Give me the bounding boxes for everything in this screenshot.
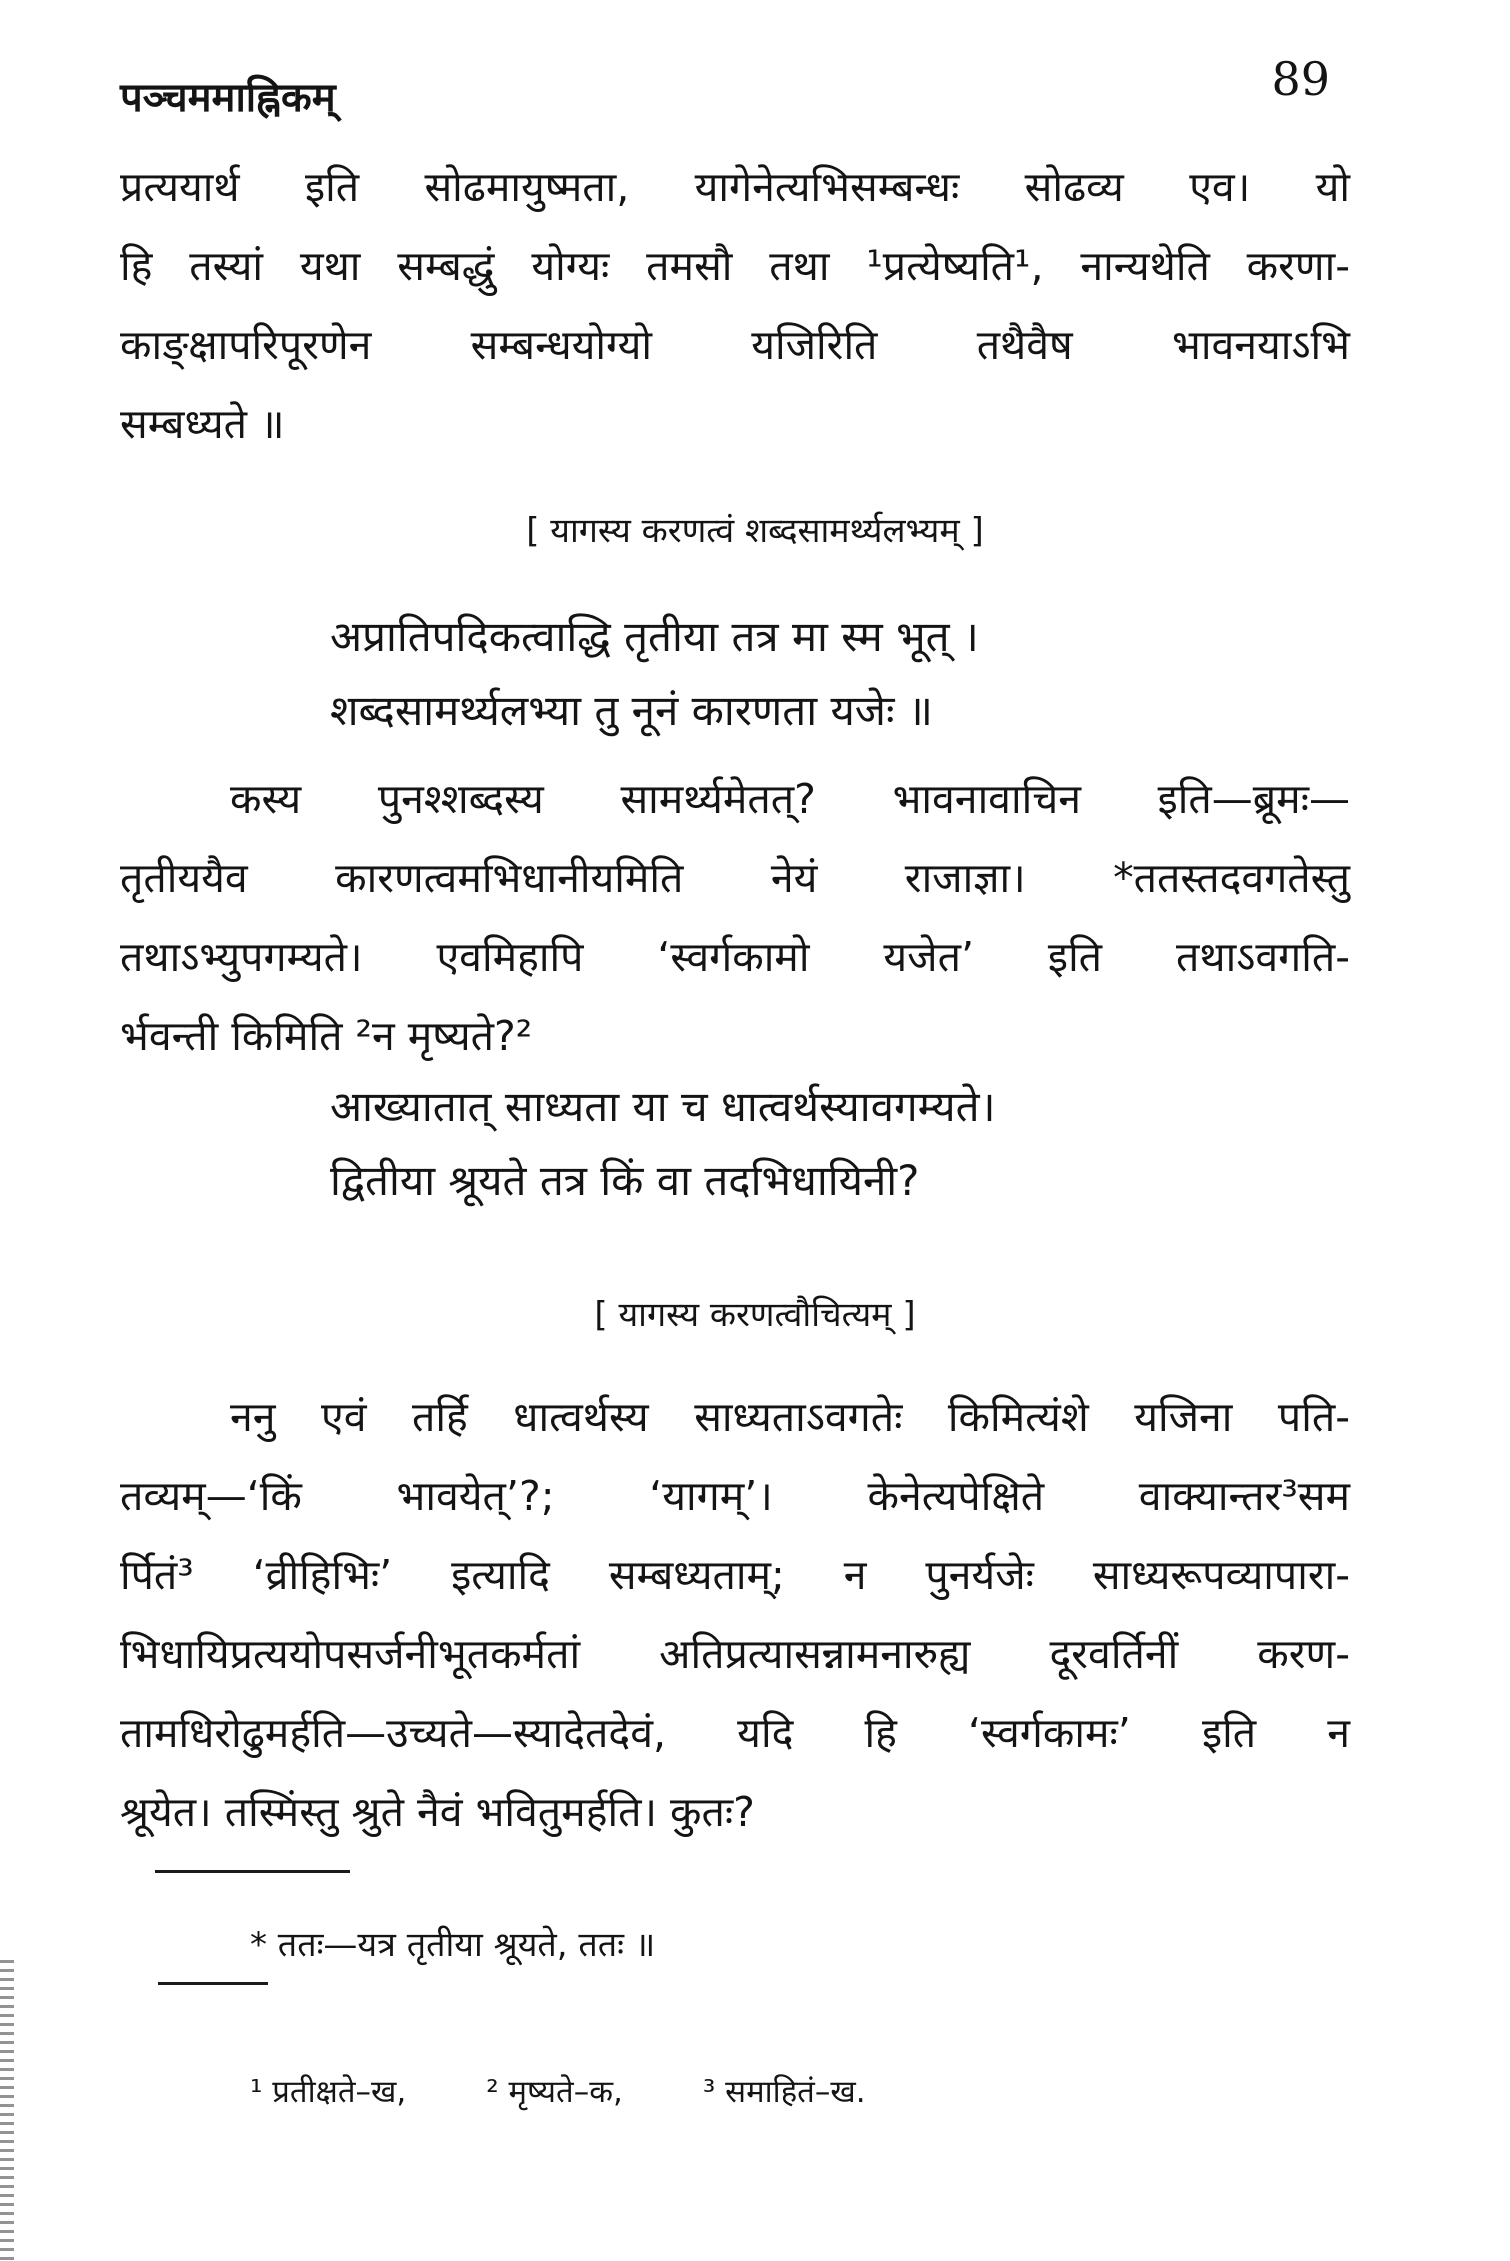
text-line: तृतीययैव कारणत्वमभिधानीयमिति नेयं राजाज्ञा। *ततस्तदवगतेस्तु [120, 854, 1350, 902]
text-line: तथाऽभ्युपगम्यते। एवमिहापि ‘स्वर्गकामो यजेत’ इति तथाऽवगति- [120, 933, 1350, 981]
section-heading-1: [ यागस्य करणत्वं शब्दसामर्थ्यलभ्यम् ] [526, 511, 984, 551]
text-line: ननु एवं तर्हि धात्वर्थस्य साध्यताऽवगतेः किमित्यंशे यजिना पति- [230, 1393, 1350, 1441]
text-line: श्रूयेत। तस्मिंस्तु श्रुते नैवं भवितुमर्हति। कुतः? [120, 1788, 755, 1836]
page-header [120, 52, 1330, 132]
verse-1 [330, 600, 979, 748]
footnote-star: * ततः—यत्र तृतीया श्रूयते, ततः ॥ [250, 1925, 656, 1965]
text-line: कस्य पुनश्शब्दस्य सामर्थ्यमेतत्? भावनावाचिन इति—ब्रूमः— [230, 775, 1350, 823]
running-head: पञ्चममाह्निकम् [120, 75, 336, 121]
verse-line: शब्दसामर्थ्यलभ्या तु नूनं कारणता यजेः ॥ [330, 686, 933, 735]
footnote-item: ³ समाहितं–ख. [702, 2074, 866, 2110]
text-line: सम्बध्यते ॥ [120, 400, 285, 448]
text-line: र्पितं³ ‘व्रीहिभिः’ इत्यादि सम्बध्यताम्; न पुनर्यजेः साध्यरूपव्यापारा- [120, 1551, 1350, 1599]
page-number: 89 [1271, 52, 1330, 106]
footnote-list [250, 2070, 866, 2112]
text-line: प्रत्ययार्थ इति सोढमायुष्मता, यागेनेत्यभिसम्बन्धः सोढव्य एव। यो [120, 163, 1350, 211]
verse-2 [330, 1070, 996, 1218]
text-line: हि तस्यां यथा सम्बद्धुं योग्यः तमसौ तथा ¹प्रत्येष्यति¹, नान्यथेति करणा- [120, 242, 1350, 290]
verse-line: आख्यातात् साध्यता या च धात्वर्थस्यावगम्यते। [330, 1082, 996, 1131]
page-edge-shadow [0, 1960, 14, 2261]
footnote-item: ¹ प्रतीक्षते–ख, [250, 2074, 407, 2110]
footnote-separator [155, 1870, 350, 1873]
verse-line: अप्रातिपदिकत्वाद्धि तृतीया तत्र मा स्म भूत् । [330, 612, 979, 661]
section-heading-2: [ यागस्य करणत्वौचित्यम् ] [594, 1295, 916, 1335]
text-line: र्भवन्ती किमिति ²न मृष्यते?² [120, 1012, 533, 1060]
paragraph-3 [120, 1378, 1350, 1852]
verse-line: द्वितीया श्रूयते तत्र किं वा तदभिधायिनी? [330, 1156, 920, 1205]
paragraph-1 [120, 148, 1350, 464]
text-line: भिधायिप्रत्ययोपसर्जनीभूतकर्मतां अतिप्रत्यासन्नामनारुह्य दूरवर्तिनीं करण- [120, 1630, 1350, 1678]
text-line: तव्यम्—‘किं भावयेत्’?; ‘यागम्’। केनेत्यपेक्षिते वाक्यान्तर³सम [120, 1472, 1350, 1520]
footnote-separator [158, 1982, 268, 1985]
text-line: तामधिरोढुमर्हति—उच्यते—स्यादेतदेवं, यदि हि ‘स्वर्गकामः’ इति न [120, 1709, 1350, 1757]
footnote-item: ² मृष्यते–क, [486, 2074, 623, 2110]
text-line: काङ्क्षापरिपूरणेन सम्बन्धयोग्यो यजिरिति तथैवैष भावनयाऽभि [120, 321, 1350, 369]
paragraph-2 [120, 760, 1350, 1076]
